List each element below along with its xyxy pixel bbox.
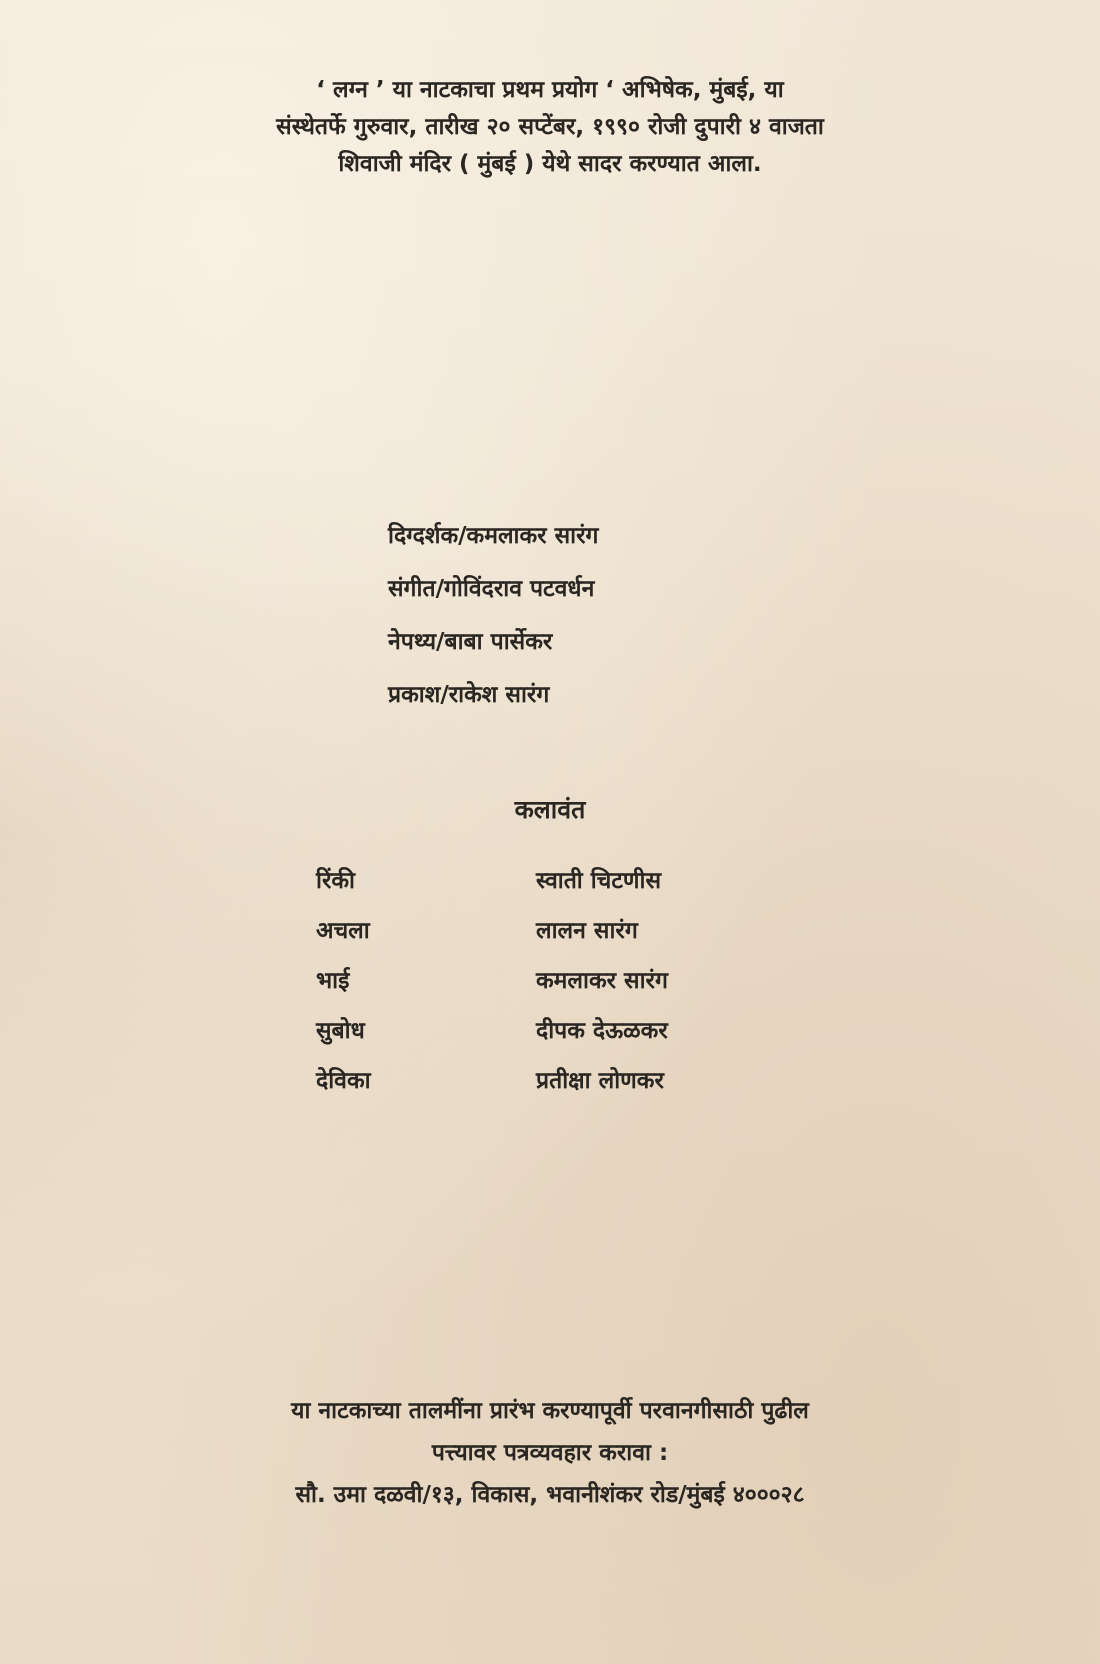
cast-actor: कमलाकर सारंग <box>536 968 668 994</box>
cast-role: अचला <box>316 918 370 944</box>
credit-lighting: प्रकाश/राकेश सारंग <box>388 682 550 708</box>
credit-set: नेपथ्य/बाबा पार्सेकर <box>388 629 553 655</box>
cast-list <box>316 864 668 1114</box>
production-credits <box>388 520 598 732</box>
cast-row <box>316 864 668 914</box>
premiere-line-2: संस्थेतर्फे गुरुवार, तारीख २० सप्टेंबर, १९९० रोजी दुपारी ४ वाजता <box>276 114 824 140</box>
cast-row <box>316 914 668 964</box>
cast-role: रिंकी <box>316 868 355 894</box>
cast-actor: प्रतीक्षा लोणकर <box>536 1068 664 1094</box>
cast-row <box>316 1014 668 1064</box>
premiere-note <box>0 72 1100 183</box>
cast-actor: दीपक देऊळकर <box>536 1018 668 1044</box>
permission-note <box>0 1390 1100 1516</box>
cast-actor: स्वाती चिटणीस <box>536 868 662 894</box>
cast-actor: लालन सारंग <box>536 918 638 944</box>
credit-director: दिग्दर्शक/कमलाकर सारंग <box>388 523 599 549</box>
cast-row <box>316 1064 668 1114</box>
cast-heading: कलावंत <box>514 795 586 824</box>
cast-role: सुबोध <box>316 1018 365 1044</box>
cast-row <box>316 964 668 1014</box>
premiere-line-3: शिवाजी मंदिर ( मुंबई ) येथे सादर करण्यात आला. <box>338 151 762 177</box>
cast-role: देविका <box>316 1068 371 1094</box>
cast-role: भाई <box>316 968 350 994</box>
permission-line-1: या नाटकाच्या तालमींना प्रारंभ करण्यापूर्वी परवानगीसाठी पुढील <box>291 1398 809 1424</box>
permission-line-2: पत्त्यावर पत्रव्यवहार करावा : <box>431 1440 669 1466</box>
contact-address: सौ. उमा दळवी/१३, विकास, भवानीशंकर रोड/मुंबई ४०००२८ <box>295 1482 805 1508</box>
credit-music: संगीत/गोविंदराव पटवर्धन <box>388 576 595 602</box>
premiere-line-1: ‘ लग्न ’ या नाटकाचा प्रथम प्रयोग ‘ अभिषेक, मुंबई, या <box>316 77 784 103</box>
